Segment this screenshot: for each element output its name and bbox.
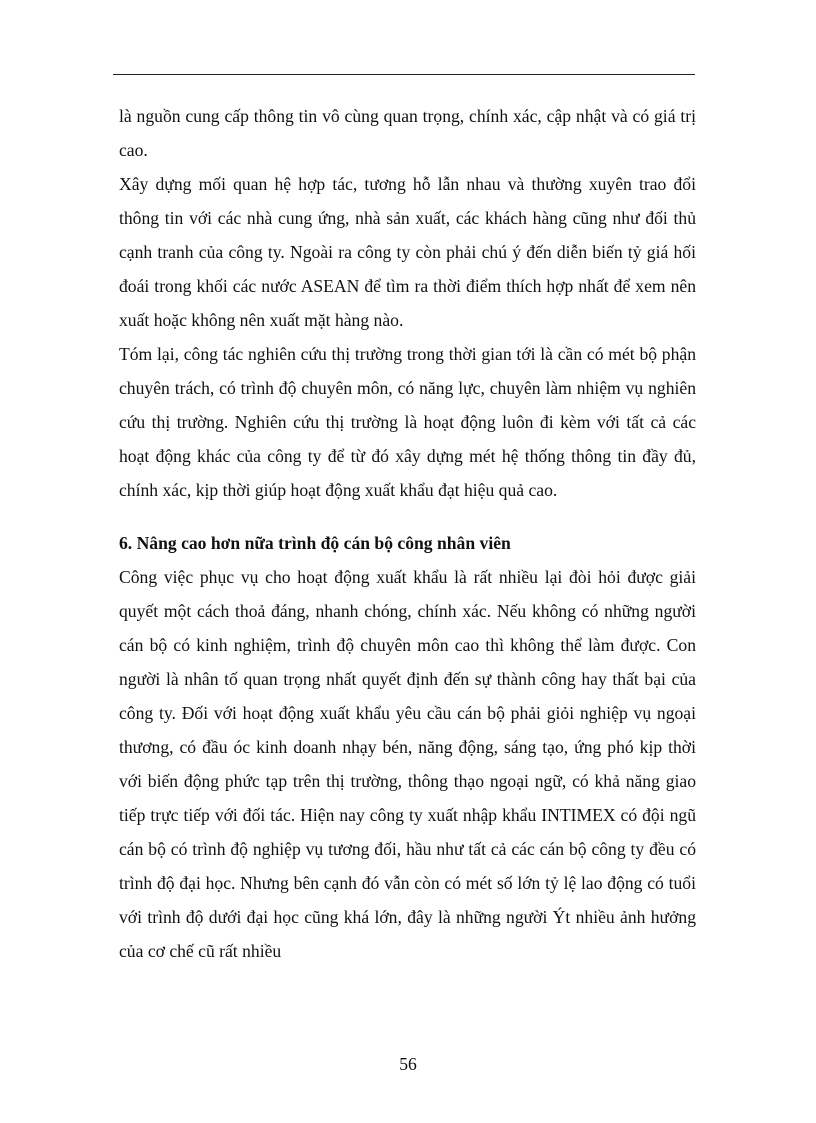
page-number: 56 [399, 1054, 417, 1074]
header-divider [113, 74, 695, 75]
paragraph-continuation: là nguồn cung cấp thông tin vô cùng quan trọng, chính xác, cập nhật và có giá trị cao. [119, 106, 696, 160]
paragraph-summary: Tóm lại, công tác nghiên cứu thị trường trong thời gian tới là cần có mét bộ phận chuyên trách, có trình độ chuyên môn, có năng lực, chuyên làm nhiệm vụ nghiên cứu thị trường. Nghiên cứu thị trường là hoạt động luôn đi kèm với tất cả các hoạt động khác của công ty để từ đó xây dựng mét hệ thống thông tin đầy đủ, chính xác, kịp thời giúp hoạt động xuất khẩu đạt hiệu quả cao. [119, 344, 696, 500]
section-heading: 6. Nâng cao hơn nữa trình độ cán bộ công nhân viên [119, 533, 511, 553]
page-body [119, 99, 696, 968]
paragraph-staff: Công việc phục vụ cho hoạt động xuất khẩu là rất nhiều lại đòi hỏi được giải quyết một cách thoả đáng, nhanh chóng, chính xác. Nếu không có những người cán bộ có kinh nghiệm, trình độ chuyên môn cao thì không thể làm được. Con người là nhân tố quan trọng nhất quyết định đến sự thành công hay thất bại của công ty. Đối với hoạt động xuất khẩu yêu cầu cán bộ phải giỏi nghiệp vụ ngoại thương, có đầu óc kinh doanh nhạy bén, năng động, sáng tạo, ứng phó kịp thời với biến động phức tạp trên thị trường, thông thạo ngoại ngữ, có khả năng giao tiếp trực tiếp với đối tác. Hiện nay công ty xuất nhập khẩu INTIMEX có đội ngũ cán bộ có trình độ nghiệp vụ tương đối, hầu như tất cả các cán bộ công ty đều có trình độ đại học. Nhưng bên cạnh đó vẫn còn có mét số lớn tỷ lệ lao động có tuổi với trình độ dưới đại học cũng khá lớn, đây là những người Ýt nhiều ảnh hưởng của cơ chế cũ rất nhiều [119, 567, 696, 961]
paragraph-cooperation: Xây dựng mối quan hệ hợp tác, tương hỗ lẫn nhau và thường xuyên trao đổi thông tin với các nhà cung ứng, nhà sản xuất, các khách hàng cũng như đối thủ cạnh tranh của công ty. Ngoài ra công ty còn phải chú ý đến diễn biến tỷ giá hối đoái trong khối các nước ASEAN để tìm ra thời điểm thích hợp nhất để xem nên xuất hoặc không nên xuất mặt hàng nào. [119, 174, 696, 330]
